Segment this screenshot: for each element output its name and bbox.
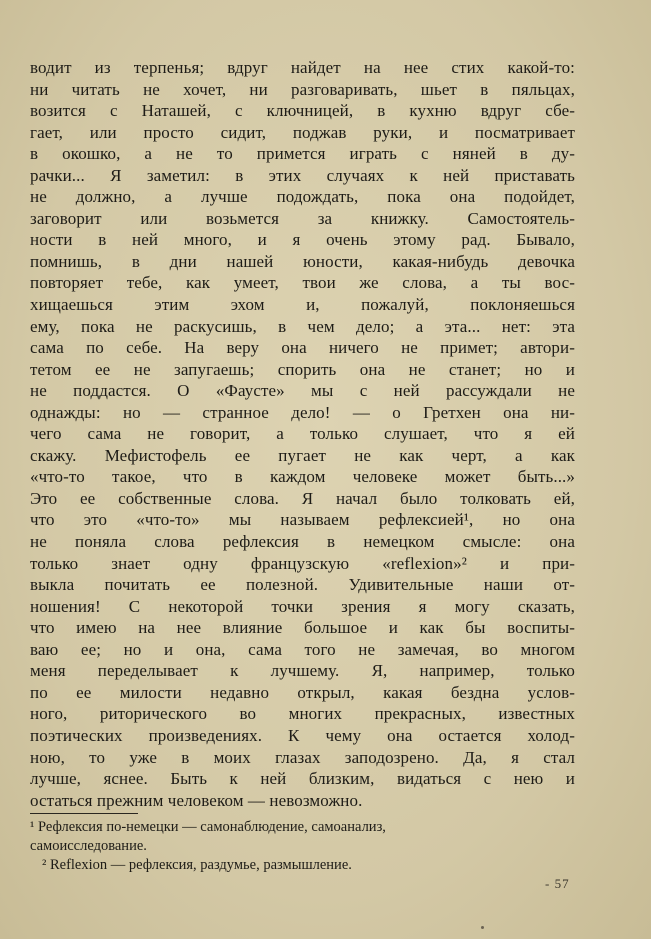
text-line: ности в ней много, и я очень этому рад. Бывало, [30,230,575,250]
text-line: тетом ее не запугаешь; спорить она не станет; но и [30,359,575,379]
text-line: Это ее собственные слова. Я начал было толковать ей, [30,488,575,508]
footnote-1-continuation: самоисследование. [30,838,147,854]
text-line: в окошко, а не то примется играть с няней в ду- [30,144,575,164]
text-line-last: остаться прежним человеком — невозможно. [30,790,363,810]
text-line: гает, или просто сидит, поджав руки, и посматривает [30,122,575,142]
text-line: не должно, а лучше подождать, пока она подойдет, [30,187,575,207]
text-line: не поняла слова рефлексия в немецком смысле: она [30,532,575,552]
text-line: помнишь, в дни нашей юности, какая-нибудь девочка [30,251,575,271]
text-line: хищаешься этим эхом и, пожалуй, поклоняешься [30,295,575,315]
text-line: «что-то такое, что в каждом человеке может быть...» [30,467,575,487]
main-text [30,57,575,811]
text-line: ного, риторического во многих прекрасных, известных [30,704,575,724]
text-line: ваю ее; но и она, сама того не замечая, во многом [30,639,575,659]
text-line: выкла почитать ее полезной. Удивительные наши от- [30,575,575,595]
text-line: что это «что-то» мы называем рефлексией¹, но она [30,510,575,530]
text-line: по ее милости недавно открыл, какая бездна услов- [30,682,575,702]
paper-speck [481,926,484,929]
text-line: повторяет тебе, как умеет, твои же слова, а ты вос- [30,273,575,293]
text-line: что имею на нее влияние большое и как бы воспиты- [30,618,575,638]
text-line: поэтических произведениях. К чему она остается холод- [30,725,575,745]
text-line: не поддастся. О «Фаусте» мы с ней рассуждали не [30,381,575,401]
text-line: ною, то уже в моих глазах заподозрено. Да, я стал [30,747,575,767]
text-line: лучше, яснее. Быть к ней близким, видаться с нею и [30,769,575,789]
text-line: возится с Наташей, с ключницей, в кухню вдруг сбе- [30,101,575,121]
text-line: сама по себе. На веру она ничего не примет; автори- [30,338,575,358]
text-line: водит из терпенья; вдруг найдет на нее стих какой-то: [30,58,575,77]
text-line: однажды: но — странное дело! — о Гретхен она ни- [30,402,575,422]
text-line: рачки... Я заметил: в этих случаях к ней приставать [30,165,575,185]
text-line: чего сама не говорит, а только слушает, что я ей [30,424,575,444]
footnote-divider [30,813,138,814]
text-line: скажу. Мефистофель ее пугает не как черт, а как [30,445,575,465]
text-line: заговорит или возьмется за книжку. Самостоятель- [30,208,575,228]
text-line: только знает одну французскую «reflexion»² и при- [30,553,575,573]
footnotes [30,818,575,875]
page-number: - 57 [545,876,570,891]
footnote-2: ² Reflexion — рефлексия, раздумье, размышление. [42,857,352,873]
text-line: меня переделывает к лучшему. Я, например, только [30,661,575,681]
text-line: ношения! С некоторой точки зрения я могу сказать, [30,596,575,616]
text-line: ему, пока не раскусишь, в чем дело; а эта... нет: эта [30,316,575,336]
footnote-1: ¹ Рефлексия по-немецки — самонаблюдение, самоанализ, [30,819,386,835]
text-line: ни читать не хочет, ни разговаривать, шьет в пяльцах, [30,79,575,99]
